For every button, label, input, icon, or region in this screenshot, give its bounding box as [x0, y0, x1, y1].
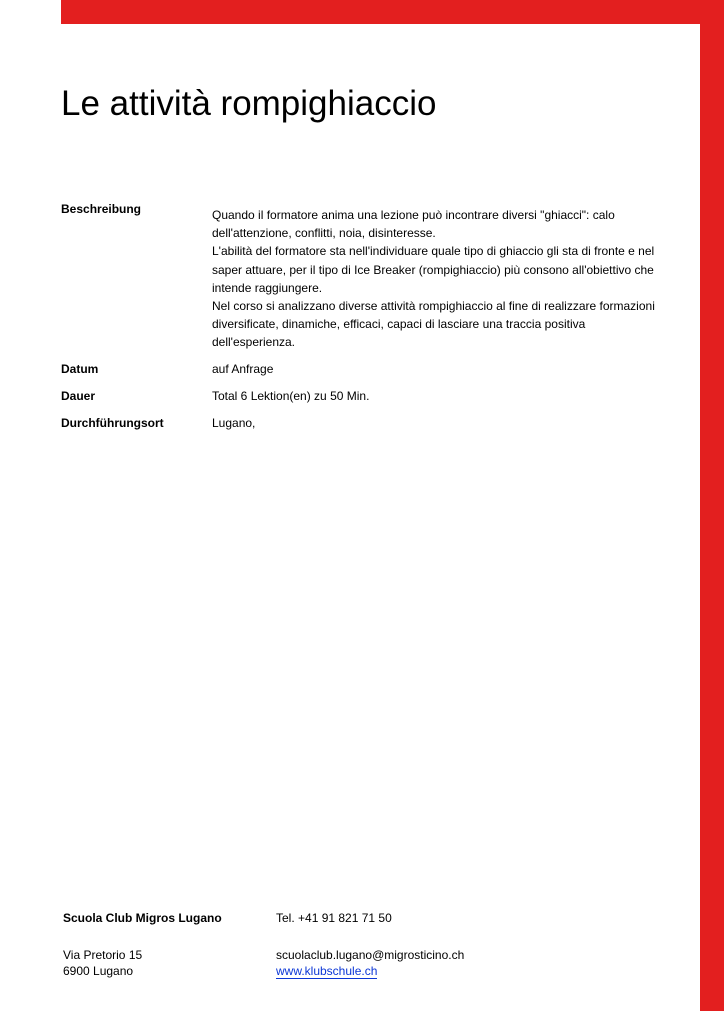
website-container	[276, 963, 377, 980]
duration-value: Total 6 Lektion(en) zu 50 Min.	[212, 389, 370, 403]
description-line: dell'attenzione, conflitti, noia, disinteresse.	[212, 226, 436, 241]
description-text	[212, 206, 672, 352]
website-link[interactable]: www.klubschule.ch	[276, 964, 378, 978]
description-line: diversificate, dinamiche, efficaci, capaci di lasciare una traccia positiva	[212, 317, 586, 332]
location-label: Durchführungsort	[61, 416, 164, 430]
description-line: dell'esperienza.	[212, 335, 296, 350]
date-value: auf Anfrage	[212, 362, 274, 376]
description-line: intende raggiungere.	[212, 280, 323, 295]
school-name: Scuola Club Migros Lugano	[63, 911, 222, 925]
description-label: Beschreibung	[61, 202, 142, 216]
description-line: Quando il formatore anima una lezione può incontrare diversi "ghiacci": calo	[212, 208, 615, 222]
location-value: Lugano,	[212, 416, 256, 430]
description-line: Nel corso si analizzano diverse attività rompighiaccio al fine di realizzare formazioni	[212, 299, 655, 314]
description-line: L'abilità del formatore sta nell'individuare quale tipo di ghiaccio gli sta di fronte e nel	[212, 244, 655, 259]
street-address: Via Pretorio 15	[63, 948, 143, 962]
description-line: saper attuare, per il tipo di Ice Breaker (rompighiaccio) più consono all'obiettivo che	[212, 262, 654, 277]
top-accent-bar	[61, 0, 724, 24]
city-address: 6900 Lugano	[63, 964, 134, 978]
date-label: Datum	[61, 362, 99, 376]
email-address: scuolaclub.lugano@migrosticino.ch	[276, 948, 465, 962]
page-title: Le attività rompighiaccio	[61, 84, 437, 123]
duration-label: Dauer	[61, 389, 96, 403]
phone-number: Tel. +41 91 821 71 50	[276, 911, 392, 925]
side-accent-bar	[700, 0, 724, 1011]
